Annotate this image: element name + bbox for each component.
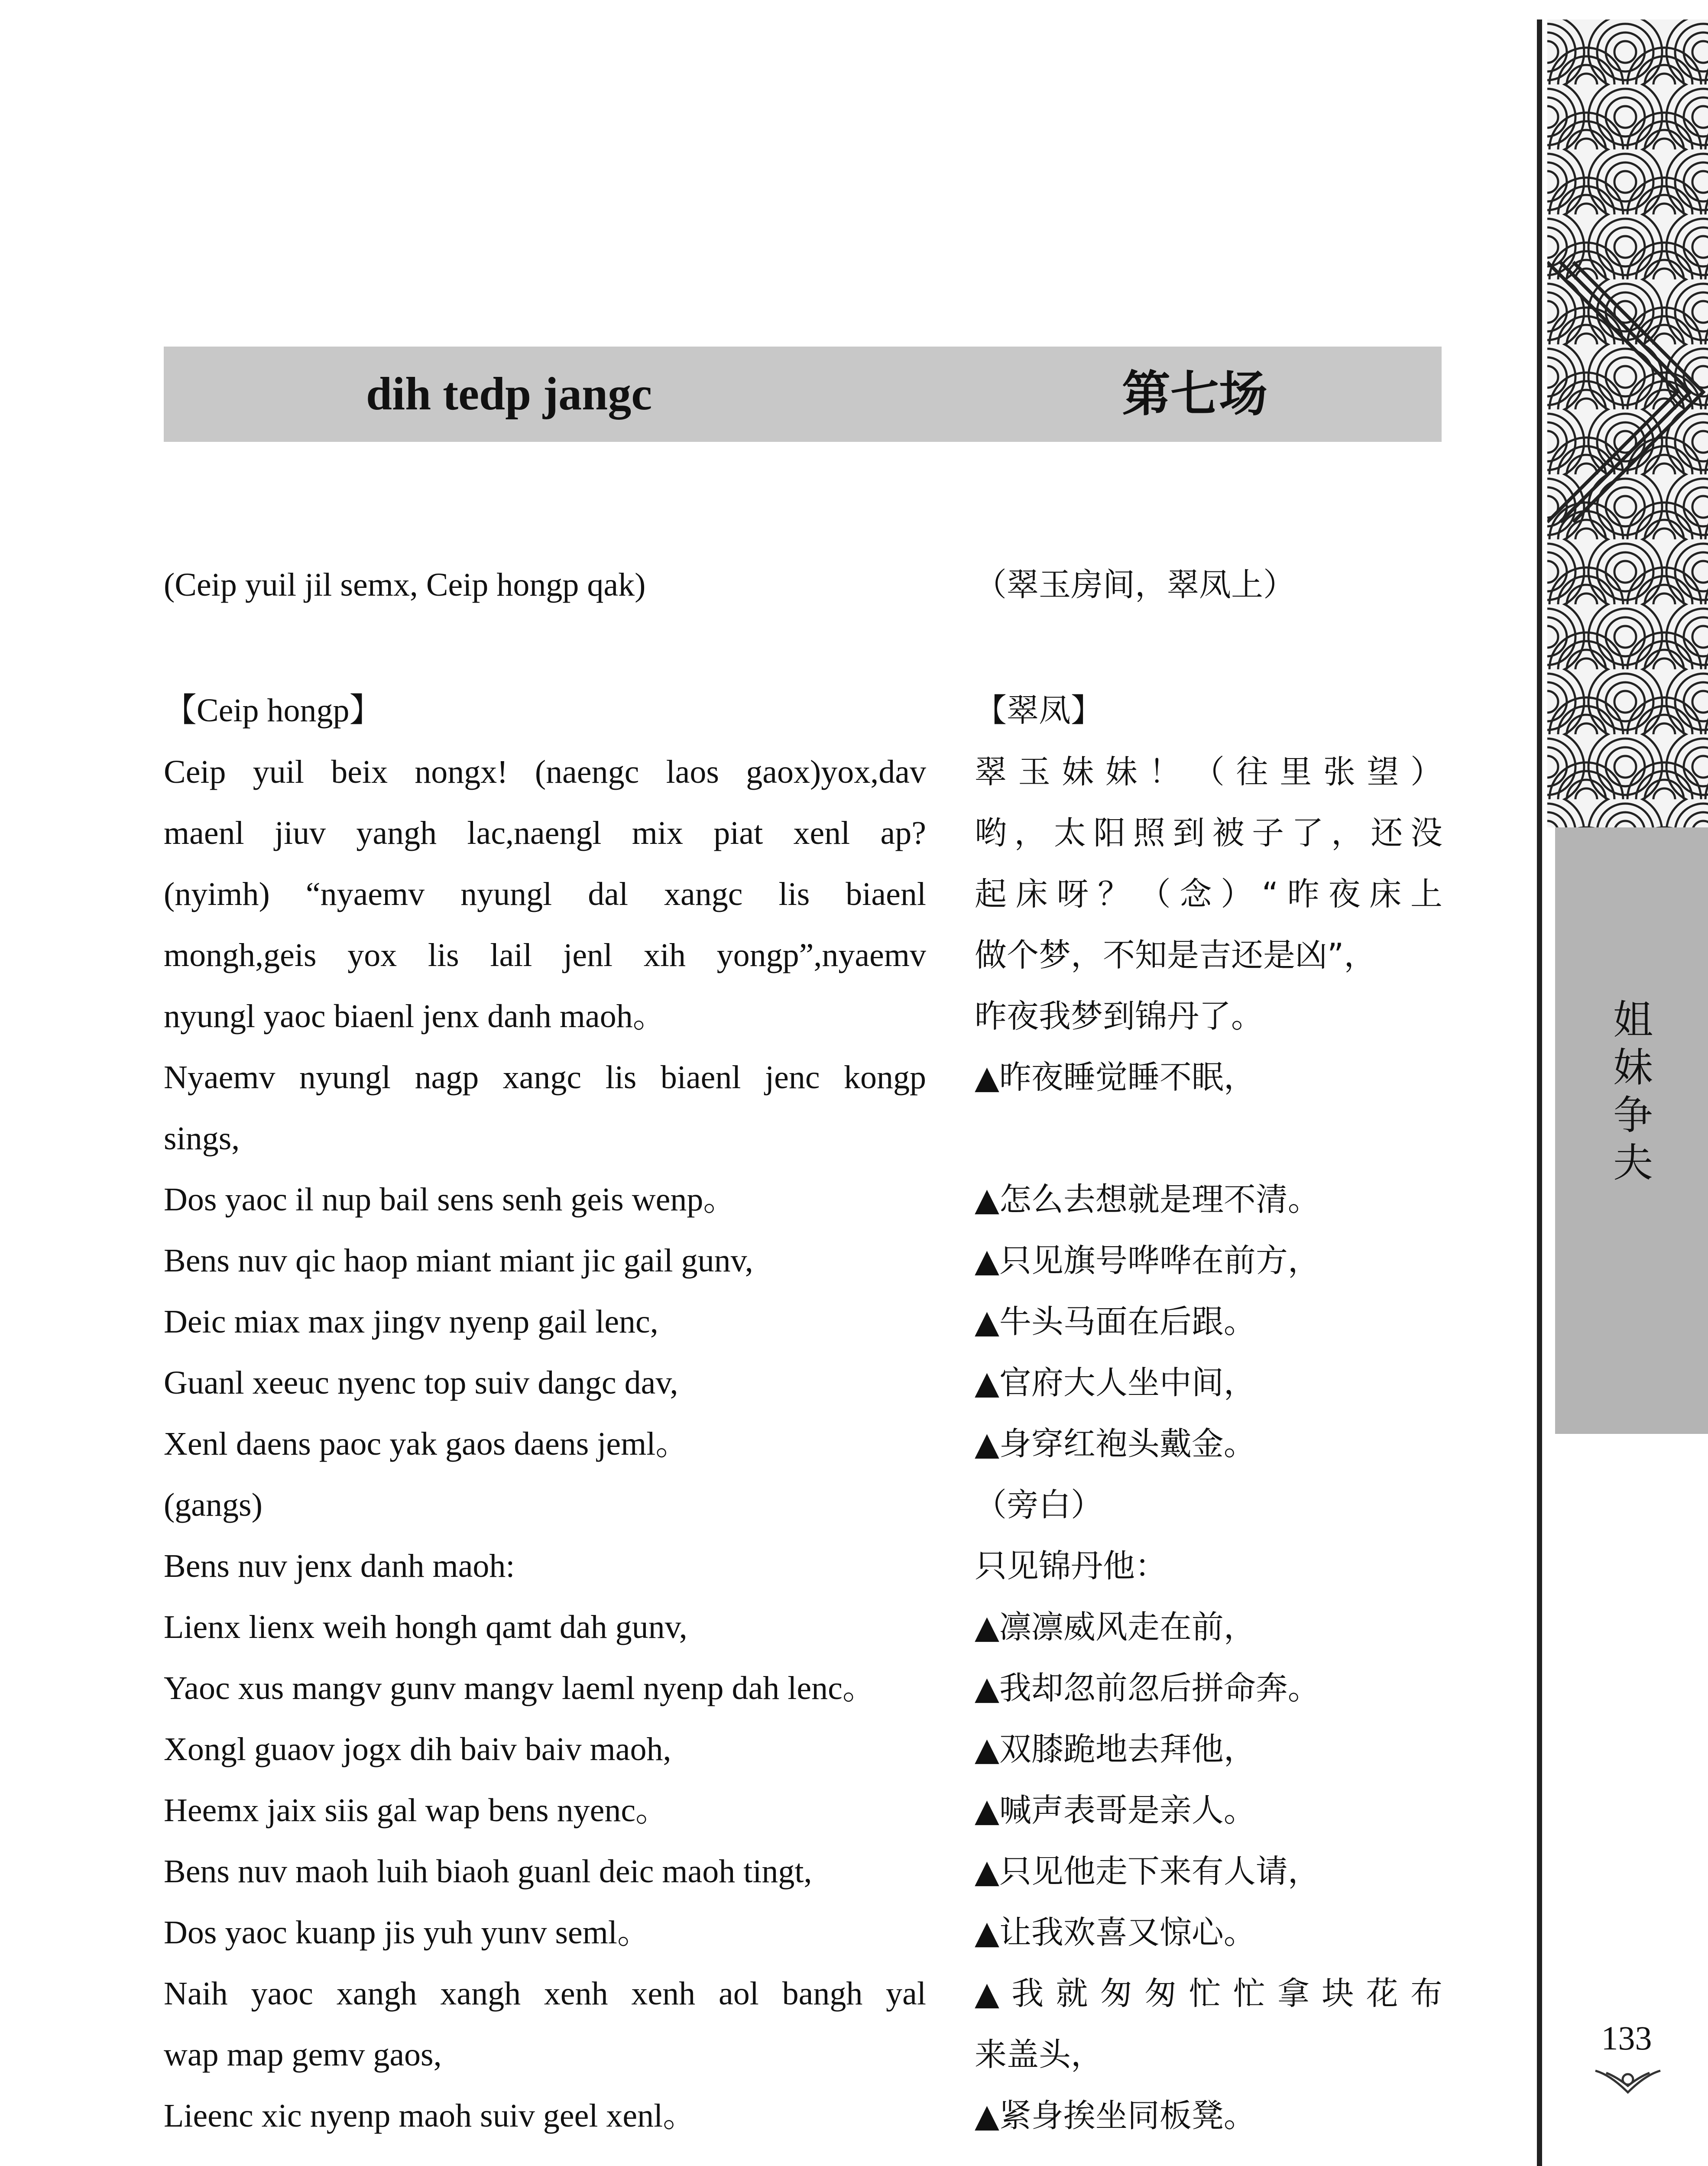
text-line-cn: ▲双膝跪地去拜他， bbox=[975, 1731, 1256, 1768]
text-line: Bens nuv maoh luih biaoh guanl deic maoh tingt, bbox=[164, 1853, 812, 1890]
text-line: (gangs) bbox=[164, 1487, 263, 1523]
scene-heading-dong: dih tedp jangc bbox=[366, 368, 652, 420]
title-char: 争 bbox=[1613, 1093, 1653, 1138]
text-line-cn: ▲只见旗号哗哗在前方， bbox=[975, 1242, 1320, 1279]
text-line: (nyimh) “nyaemv nyungl dal xangc lis biaenl bbox=[164, 876, 926, 912]
text-line: Ceip yuil beix nongx! (naengc laos gaox)yox,dav bbox=[164, 754, 926, 790]
stage-direction-cn: （翠玉房间，翠凤上） bbox=[975, 566, 1295, 603]
text-line-cn: ▲怎么去想就是理不清。 bbox=[975, 1181, 1320, 1218]
title-char: 夫 bbox=[1613, 1141, 1653, 1185]
text-line-cn: ▲凛凛威风走在前， bbox=[975, 1608, 1256, 1646]
scene-heading-chinese: 第七场 bbox=[1122, 366, 1267, 422]
text-line-cn: 哟，太阳照到被子了，还没 bbox=[975, 814, 1442, 852]
page-number-ornament-icon bbox=[1593, 2066, 1663, 2099]
text-line: Heemx jaix siis gal wap bens nyenc。 bbox=[164, 1792, 669, 1829]
text-line-cn: 做个梦，不知是吉还是凶”， bbox=[975, 937, 1376, 974]
text-line: Bens nuv jenx danh maoh: bbox=[164, 1548, 515, 1584]
text-line-cn: 昨夜我梦到锦丹了。 bbox=[975, 998, 1263, 1035]
text-line: maenl jiuv yangh lac,naengl mix piat xenl ap? bbox=[164, 815, 926, 851]
text-line: sings, bbox=[164, 1120, 240, 1157]
text-line: Lieenc xic nyenp maoh suiv geel xenl。 bbox=[164, 2098, 696, 2134]
text-line: Bens nuv qic haop miant miant jic gail gunv, bbox=[164, 1242, 753, 1279]
speaker-label: 【Ceip hongp】 bbox=[164, 692, 382, 729]
text-line: Nyaemv nyungl nagp xangc lis biaenl jenc kongp bbox=[164, 1059, 926, 1096]
text-line-cn: ▲我却忽前忽后拼命奔。 bbox=[975, 1670, 1320, 1707]
text-line-cn: 只见锦丹他： bbox=[975, 1547, 1167, 1585]
text-line: Lienx lienx weih hongh qamt dah gunv, bbox=[164, 1609, 687, 1645]
page-border-line bbox=[1537, 19, 1542, 2166]
speaker-label-cn: 【翠凤】 bbox=[975, 692, 1103, 729]
stage-direction: (Ceip yuil jil semx, Ceip hongp qak) bbox=[164, 567, 646, 603]
text-line-cn: ▲紧身挨坐同板凳。 bbox=[975, 2097, 1256, 2134]
text-line-cn: ▲只见他走下来有人请， bbox=[975, 1853, 1320, 1890]
text-line-cn: ▲昨夜睡觉睡不眠， bbox=[975, 1059, 1256, 1096]
text-line: Xongl guaov jogx dih baiv baiv maoh, bbox=[164, 1731, 671, 1767]
ornamental-border-pattern bbox=[1547, 19, 1708, 827]
text-line-cn: ▲让我欢喜又惊心。 bbox=[975, 1914, 1256, 1951]
title-char: 妹 bbox=[1613, 1046, 1653, 1090]
text-line-cn: ▲牛头马面在后跟。 bbox=[975, 1303, 1256, 1340]
running-title bbox=[1611, 996, 1655, 1187]
text-line-cn: ▲我就匆匆忙忙拿块花布 bbox=[975, 1975, 1442, 2012]
text-line-cn: ▲身穿红袍头戴金。 bbox=[975, 1425, 1256, 1462]
text-line-cn: 翠玉妹妹！（往里张望） bbox=[975, 753, 1442, 791]
text-line: Dos yaoc kuanp jis yuh yunv seml。 bbox=[164, 1914, 651, 1951]
text-line-cn: （旁白） bbox=[975, 1486, 1103, 1524]
text-line: wap map gemv gaos, bbox=[164, 2036, 442, 2073]
text-line: mongh,geis yox lis lail jenl xih yongp”,nyaemv bbox=[164, 937, 926, 973]
text-line-cn: ▲喊声表哥是亲人。 bbox=[975, 1792, 1256, 1829]
text-line: Xenl daens paoc yak gaos daens jeml。 bbox=[164, 1426, 689, 1462]
text-line: Dos yaoc il nup bail sens senh geis wenp。 bbox=[164, 1181, 736, 1218]
text-line-cn: 来盖头， bbox=[975, 2036, 1103, 2073]
text-line: Yaoc xus mangv gunv mangv laeml nyenp dah lenc。 bbox=[164, 1670, 875, 1706]
text-line: Deic miax max jingv nyenp gail lenc, bbox=[164, 1303, 658, 1340]
page-number: 133 bbox=[1601, 2019, 1652, 2057]
text-line: Guanl xeeuc nyenc top suiv dangc dav, bbox=[164, 1365, 678, 1401]
text-line-cn: 起床呀？（念）“昨夜床上 bbox=[975, 875, 1442, 913]
text-line: Naih yaoc xangh xangh xenh xenh aol bangh yal bbox=[164, 1975, 926, 2012]
title-char: 姐 bbox=[1613, 998, 1653, 1042]
text-line: nyungl yaoc biaenl jenx danh maoh。 bbox=[164, 998, 666, 1034]
text-line-cn: ▲官府大人坐中间， bbox=[975, 1364, 1256, 1401]
